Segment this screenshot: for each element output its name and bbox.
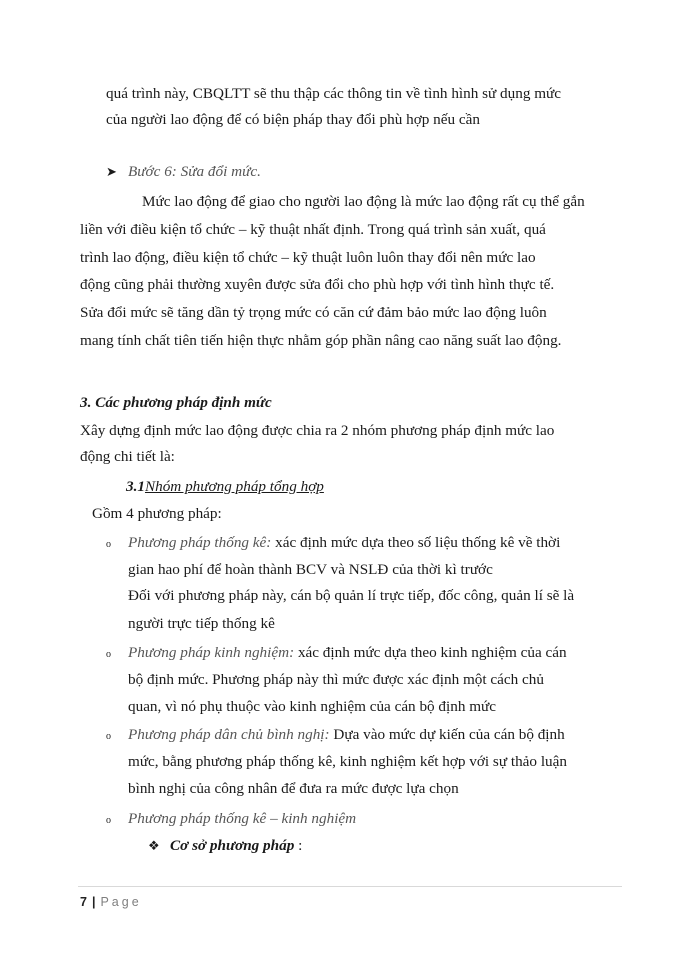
paragraph-line: người trực tiếp thống kê [128, 615, 275, 632]
paragraph-line: quan, vì nó phụ thuộc vào kinh nghiệm của cán bộ định mức [128, 698, 497, 715]
paragraph-line: mang tính chất tiên tiến hiện thực nhằm góp phần nâng cao năng suất lao động. [80, 332, 562, 349]
paragraph-line: bộ định mức. Phương pháp này thì mức được xác định một cách chủ [128, 671, 544, 688]
paragraph-line: quá trình này, CBQLTT sẽ thu thập các thông tin về tình hình sử dụng mức [106, 85, 562, 102]
paragraph-line: động cũng phải thường xuyên được sửa đổi cho phù hợp với tình hình thực tế. [80, 276, 555, 293]
paragraph-line: gian hao phí để hoàn thành BCV và NSLĐ của thời kì trước [128, 561, 493, 578]
circle-bullet-icon: o [106, 649, 111, 660]
method-item [128, 642, 567, 664]
basis-heading [170, 835, 302, 857]
page-footer [80, 892, 142, 912]
method-name: Phương pháp thống kê – kinh nghiệm [128, 810, 357, 827]
basis-suffix: : [294, 837, 303, 854]
paragraph-line: Gồm 4 phương pháp: [92, 505, 222, 522]
footer-divider [78, 886, 622, 887]
section-title: 3. Các phương pháp định mức [80, 394, 272, 411]
circle-bullet-icon: o [106, 539, 111, 550]
paragraph-line: động chi tiết là: [80, 448, 175, 465]
paragraph-line: của người lao động để có biện pháp thay đổi phù hợp nếu cần [106, 111, 480, 128]
method-name: Phương pháp kinh nghiệm: [128, 644, 295, 661]
paragraph-line: Xây dựng định mức lao động được chia ra 2 nhóm phương pháp định mức lao [80, 422, 555, 439]
page-number: 7 [80, 895, 87, 909]
diamond-bullet-icon: ❖ [148, 838, 160, 853]
circle-bullet-icon: o [106, 815, 111, 826]
step-heading: Bước 6: Sửa đổi mức. [128, 163, 261, 180]
arrow-bullet-icon: ➤ [106, 164, 117, 179]
paragraph-line: mức, bằng phương pháp thống kê, kinh nghiệm kết hợp với sự thảo luận [128, 753, 567, 770]
method-description: Dựa vào mức dự kiến của cán bộ định [329, 726, 565, 743]
subsection-title: Nhóm phương pháp tổng hợp [144, 478, 324, 495]
method-name: Phương pháp dân chủ bình nghị: [128, 726, 330, 743]
subsection-number: 3.1 [126, 478, 145, 495]
method-item [128, 532, 560, 554]
footer-separator: | [91, 895, 96, 909]
method-item [128, 724, 565, 746]
paragraph-line: bình nghị của công nhân để đưa ra mức được lựa chọn [128, 780, 459, 797]
paragraph-line: Mức lao động để giao cho người lao động là mức lao động rất cụ thể gắn [142, 193, 585, 210]
paragraph-line: trình lao động, điều kiện tổ chức – kỹ thuật luôn luôn thay đổi nên mức lao [80, 249, 536, 266]
subsection-heading [126, 476, 324, 498]
paragraph-line: Đối với phương pháp này, cán bộ quản lí trực tiếp, đốc công, quản lí sẽ là [128, 587, 575, 604]
basis-title: Cơ sở phương pháp [170, 837, 295, 854]
method-description: xác định mức dựa theo kinh nghiệm của cán [294, 644, 567, 661]
paragraph-line: liền với điều kiện tổ chức – kỹ thuật nhất định. Trong quá trình sản xuất, quá [80, 221, 546, 238]
circle-bullet-icon: o [106, 731, 111, 742]
page-label: Page [100, 895, 142, 909]
paragraph-line: Sửa đổi mức sẽ tăng dần tỷ trọng mức có căn cứ đảm bảo mức lao động luôn [80, 304, 547, 321]
method-description: xác định mức dựa theo số liệu thống kê về thời [271, 534, 561, 551]
method-name: Phương pháp thống kê: [128, 534, 272, 551]
